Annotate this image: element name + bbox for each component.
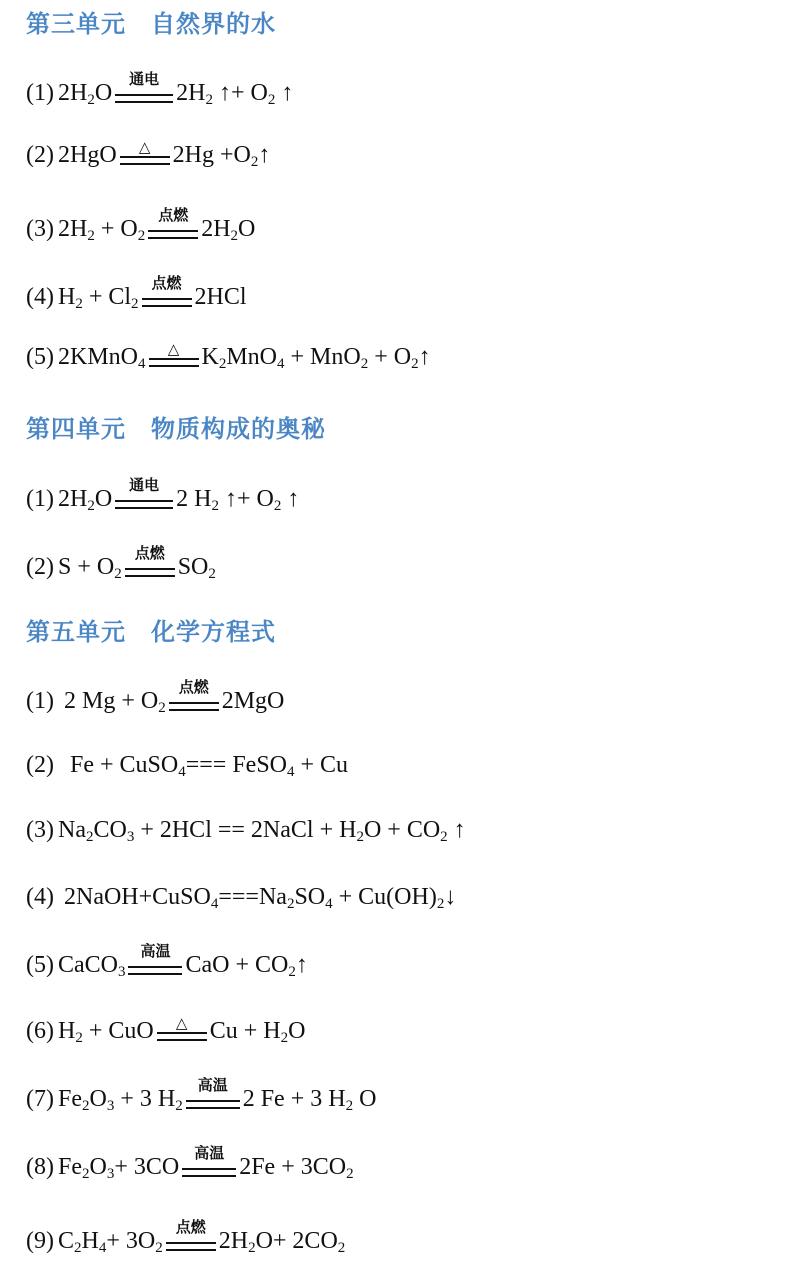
equation-number: (4) [26, 284, 54, 310]
equation-text: $Na_2CO_3 + 2HCl$ == 2NaCl + $H_2O + CO_2$ ↑ [57, 817, 466, 845]
reaction-condition [169, 678, 219, 717]
equals-sign [186, 1100, 240, 1109]
equation-row [26, 1218, 346, 1257]
equation-number: (7) [26, 1086, 54, 1112]
condition-label: 通电 [129, 70, 160, 89]
equation-number: (4) [26, 884, 54, 910]
equation-products: $Cu + H_2O$ [209, 1018, 306, 1046]
heat-triangle-icon: △ [138, 138, 151, 157]
condition-label: 点燃 [151, 274, 182, 293]
heat-triangle-icon: △ [175, 1014, 188, 1033]
condition-label: 点燃 [178, 678, 209, 697]
equation-row [26, 815, 466, 845]
equals-sign [166, 1242, 216, 1251]
equation-reactants: $S + O_2$ [57, 554, 122, 582]
equation-number: (2) [26, 554, 54, 580]
reaction-condition [186, 1076, 240, 1115]
equals-sign [115, 500, 173, 509]
equation-products: 2 Fe + 3 $H_2$ O [242, 1086, 377, 1114]
reaction-condition [157, 1014, 207, 1047]
equation-number: (5) [26, 952, 54, 978]
equation-row [26, 750, 348, 780]
equation-products: 2 $H_2$ ↑+ $O_2$ ↑ [176, 486, 300, 514]
equation-products: $SO_2$ [177, 554, 216, 582]
equation-products: $2Hg +O_2↑$ [172, 142, 271, 170]
equation-products: $2H_2O+ 2CO_2$ [218, 1228, 346, 1256]
equation-products: $K_2MnO_4 + MnO_2$ + $O_2↑$ [201, 344, 431, 372]
equation-reactants: $Fe_2O_3+ 3CO$ [57, 1154, 180, 1182]
section-heading: 第四单元 物质构成的奥秘 [26, 415, 326, 443]
equation-row [26, 1076, 377, 1115]
equation-row [26, 882, 456, 912]
equation-number: (1) [26, 688, 54, 714]
equation-products: CaO + $CO_2↑$ [185, 952, 308, 980]
condition-label: 通电 [129, 476, 160, 495]
equation-number: (3) [26, 216, 54, 242]
equals-sign [125, 568, 175, 577]
equals-sign [128, 966, 182, 975]
equation-products: $2H_2O$ [201, 216, 256, 244]
equation-row [26, 942, 308, 981]
condition-label: 高温 [194, 1144, 225, 1163]
equation-reactants: $Fe_2O_3 + 3$ $H_2$ [57, 1086, 183, 1114]
equation-number: (3) [26, 817, 54, 843]
equation-number: (8) [26, 1154, 54, 1180]
equation-row [26, 1016, 305, 1047]
condition-label: 点燃 [175, 1218, 206, 1237]
equation-products: 2MgO [221, 688, 285, 714]
equation-number: (5) [26, 344, 54, 370]
condition-label: 点燃 [158, 206, 189, 225]
equation-number: (6) [26, 1018, 54, 1044]
condition-label: 点燃 [134, 544, 165, 563]
reaction-condition [128, 942, 182, 981]
equation-number: (2) [26, 142, 54, 168]
reaction-condition [120, 138, 170, 171]
equals-sign [142, 298, 192, 307]
equation-reactants: 2KMnO$_4$ [57, 344, 146, 372]
reaction-condition [115, 70, 173, 109]
equals-sign [148, 230, 198, 239]
equation-row [26, 476, 300, 515]
equation-products: $2H_2$ ↑+ $O_2$ ↑ [176, 80, 294, 108]
equation-reactants: CaCO$_3$ [57, 952, 126, 980]
reaction-condition [148, 206, 198, 245]
equation-row [26, 342, 431, 373]
reaction-condition [142, 274, 192, 313]
equation-row [26, 678, 285, 717]
equation-number: (1) [26, 80, 54, 106]
equation-number: (9) [26, 1228, 54, 1254]
equals-sign [115, 94, 173, 103]
equation-row [26, 140, 270, 171]
section-heading: 第五单元 化学方程式 [26, 618, 276, 646]
equation-row [26, 206, 256, 245]
equals-sign [157, 1032, 207, 1041]
equation-text: Fe + CuSO$_4$=== FeSO$_4$ + Cu [57, 752, 349, 780]
equation-reactants: $2H_2 + O_2$ [57, 216, 146, 244]
equation-reactants: 2 $Mg + O_2$ [57, 688, 166, 716]
equation-row [26, 274, 247, 313]
equation-row [26, 544, 216, 583]
equation-reactants: $H_2 + Cl_2$ [57, 284, 139, 312]
equals-sign [120, 156, 170, 165]
equation-row [26, 70, 294, 109]
condition-label: 高温 [140, 942, 171, 961]
reaction-condition [149, 340, 199, 373]
heat-triangle-icon: △ [167, 340, 180, 359]
equation-reactants: 2HgO [57, 142, 117, 168]
condition-label: 高温 [197, 1076, 228, 1095]
equals-sign [149, 358, 199, 367]
equation-number: (2) [26, 752, 54, 778]
equals-sign [169, 702, 219, 711]
equation-products: $2Fe + 3CO_2$ [239, 1154, 354, 1182]
equation-products: 2HCl [194, 284, 247, 310]
equation-row [26, 1144, 354, 1183]
equation-text: $2NaOH+CuSO_4===Na_2SO_4$ + $Cu(OH)_2↓$ [57, 884, 457, 912]
equation-reactants: $C_2H_4+ 3O_2$ [57, 1228, 163, 1256]
reaction-condition [182, 1144, 236, 1183]
equation-reactants: $H_2$ + CuO [57, 1018, 154, 1046]
equals-sign [182, 1168, 236, 1177]
reaction-condition [125, 544, 175, 583]
reaction-condition [166, 1218, 216, 1257]
equation-reactants: $2H_2O$ [57, 80, 113, 108]
equation-number: (1) [26, 486, 54, 512]
reaction-condition [115, 476, 173, 515]
section-heading: 第三单元 自然界的水 [26, 10, 276, 38]
equation-reactants: $2H_2O$ [57, 486, 113, 514]
